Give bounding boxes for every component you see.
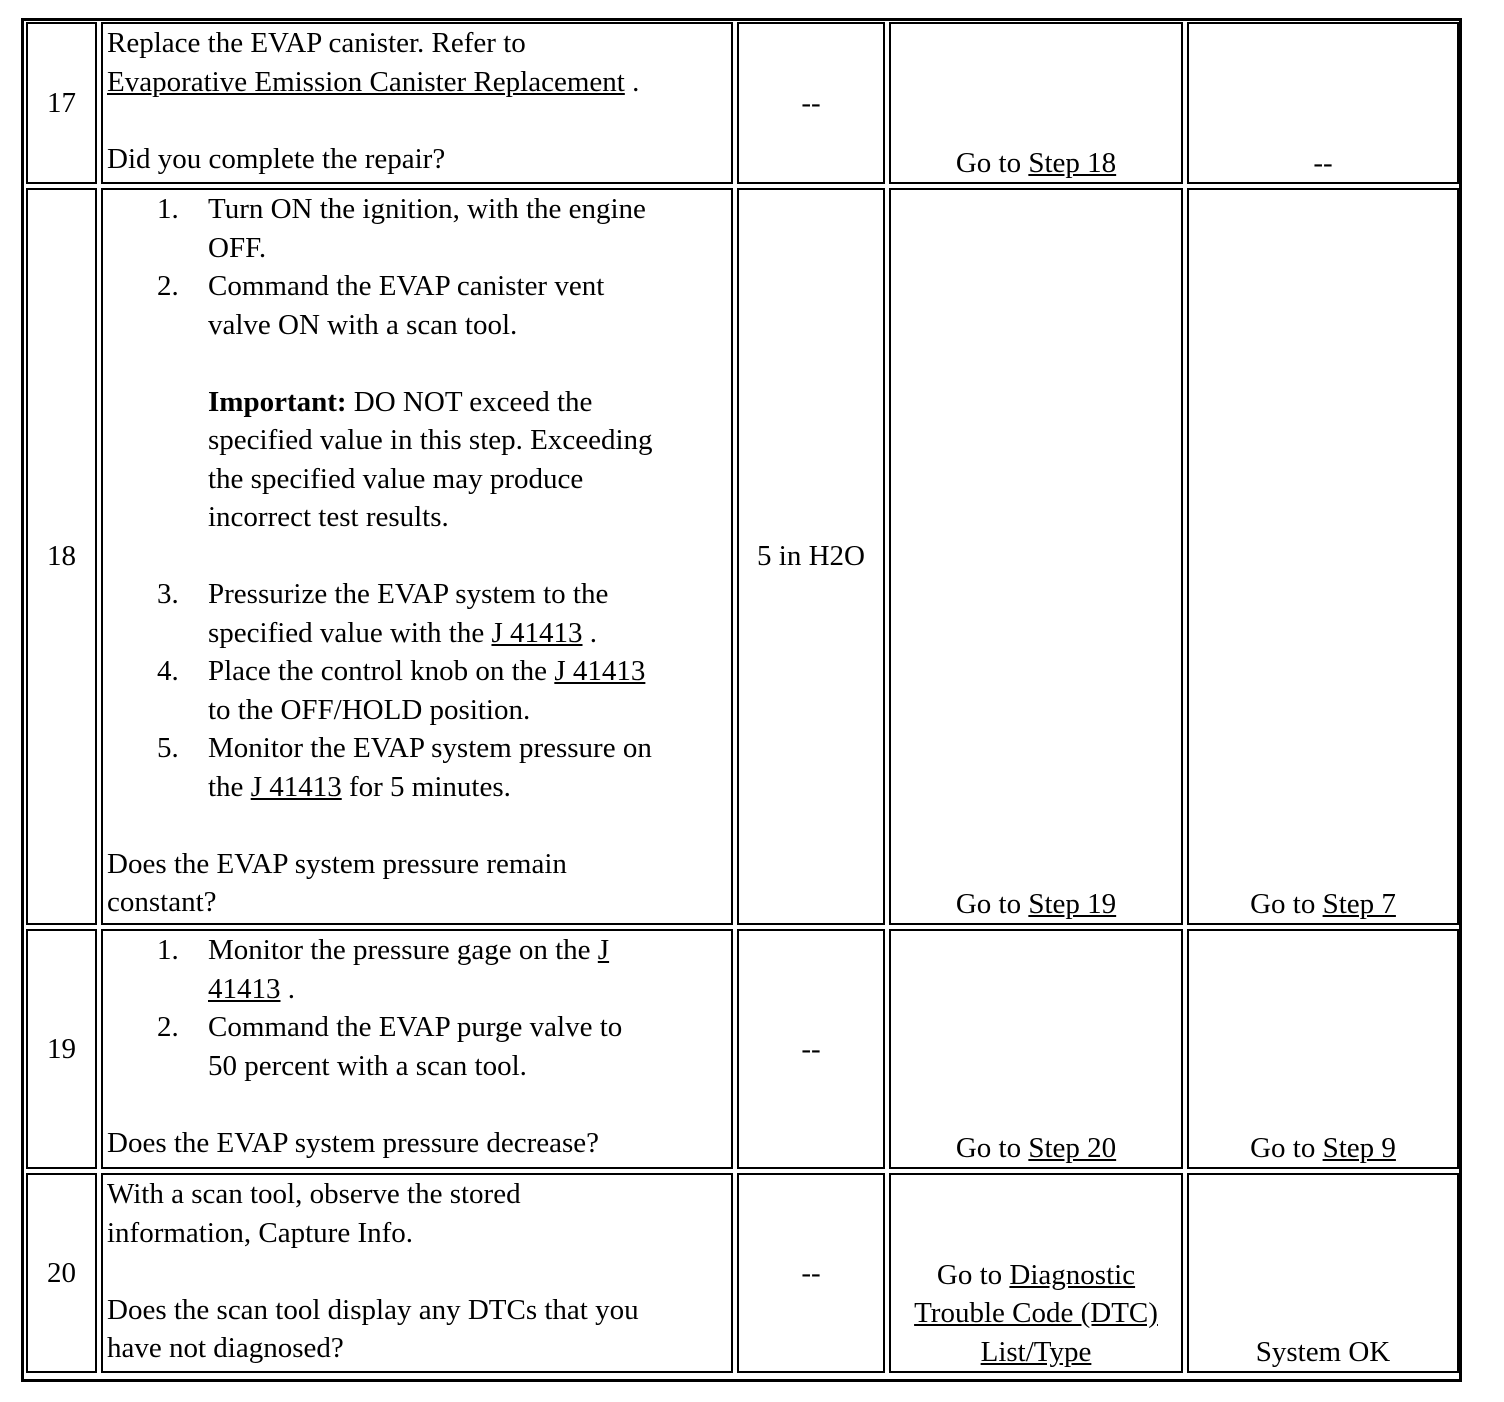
no-cell-17: --	[1187, 22, 1459, 184]
list-item: 1. Turn ON the ignition, with the engine OFF.	[157, 193, 646, 264]
link-j-41413[interactable]: J	[597, 934, 610, 966]
link-j-41413[interactable]: J 41413	[491, 616, 583, 649]
action-cell-17: Replace the EVAP canister. Refer to Evaporative Emission Canister Replacement . Did you complete the repair?	[101, 22, 733, 184]
no-cell-19: Go to Step 9	[1187, 929, 1459, 1169]
question-text: Does the scan tool display any DTCs that you	[107, 1293, 639, 1326]
yes-cell-17: Go to Step 18	[889, 22, 1183, 184]
step-number-17: 17	[26, 22, 97, 184]
no-cell-20: System OK	[1187, 1173, 1459, 1373]
link-j-41413[interactable]: 41413	[208, 972, 281, 1005]
list-item: 1. Monitor the pressure gage on the J 41413 .	[157, 934, 610, 1005]
action-cell-20: With a scan tool, observe the stored information, Capture Info. Does the scan tool display any DTCs that you have not diagnosed?	[101, 1173, 733, 1373]
link-step-9[interactable]: Step 9	[1322, 1131, 1396, 1164]
link-step-20[interactable]: Step 20	[1028, 1131, 1117, 1164]
no-cell-18: Go to Step 7	[1187, 188, 1459, 925]
important-note: Important: DO NOT exceed the	[208, 385, 593, 418]
list-item: 4. Place the control knob on the J 41413 to the OFF/HOLD position.	[157, 655, 646, 726]
value-cell-18: 5 in H2O	[737, 188, 885, 925]
link-j-41413[interactable]: J 41413	[250, 770, 342, 803]
question-text: Did you complete the repair?	[107, 142, 446, 175]
link-step-7[interactable]: Step 7	[1322, 887, 1396, 920]
list-item: 2. Command the EVAP purge valve to 50 percent with a scan tool.	[157, 1011, 623, 1082]
value-cell-20: --	[737, 1173, 885, 1373]
yes-cell-20: Go to Diagnostic Trouble Code (DTC) List/Type	[889, 1173, 1183, 1373]
value-cell-19: --	[737, 929, 885, 1169]
step-number-18: 18	[26, 188, 97, 925]
value-cell-17: --	[737, 22, 885, 184]
link-j-41413[interactable]: J 41413	[554, 655, 646, 687]
link-dtc-list[interactable]: Trouble Code (DTC)	[914, 1297, 1158, 1329]
yes-cell-18: Go to Step 19	[889, 188, 1183, 925]
action-cell-18: 1. Turn ON the ignition, with the engine OFF. 2. Command the EVAP canister vent valve ON with a scan tool. Important: DO NOT exceed the specified value in this step. Exceeding the specified value may produce incorrect test results. 3. Pressurize the EVAP system to the specified value with the J 41413 . 4. Place the control knob on the J 41413 to the OFF/HOLD position. 5. Monitor the EVAP system pressure on the J 41413 for 5 minutes. Does the EVAP system pressure remain constant?	[101, 188, 733, 925]
link-dtc-list[interactable]: List/Type	[980, 1335, 1092, 1368]
list-item: 5. Monitor the EVAP system pressure on the J 41413 for 5 minutes.	[157, 732, 652, 803]
action-cell-19	[101, 929, 733, 1169]
action-text: Replace the EVAP canister. Refer to	[107, 27, 526, 59]
list-item: 3. Pressurize the EVAP system to the specified value with the J 41413 .	[157, 578, 609, 649]
step-number-20: 20	[26, 1173, 97, 1373]
list-item: 2. Command the EVAP canister vent valve ON with a scan tool. Important: DO NOT exceed the specified value in this step. Exceeding the specified value may produce incorrect test results.	[107, 267, 731, 575]
question-text: Does the EVAP system pressure remain	[107, 847, 567, 880]
link-dtc-list[interactable]: Diagnostic	[1009, 1258, 1136, 1291]
question-text: Does the EVAP system pressure decrease?	[107, 1126, 600, 1159]
yes-cell-19: Go to Step 20	[889, 929, 1183, 1169]
link-step-18[interactable]: Step 18	[1028, 146, 1117, 179]
link-canister-replacement[interactable]: Evaporative Emission Canister Replacement	[107, 65, 625, 98]
step-number-19: 19	[26, 929, 97, 1169]
link-step-19[interactable]: Step 19	[1028, 887, 1117, 920]
